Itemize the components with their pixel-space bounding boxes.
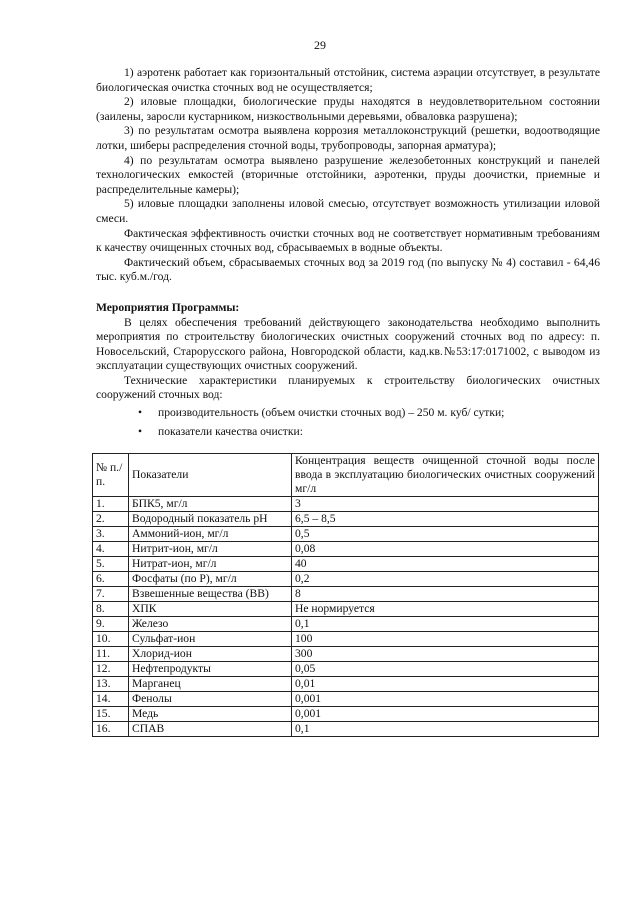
row-number: 7.	[93, 587, 129, 602]
row-value: 0,01	[292, 677, 599, 692]
row-indicator: ХПК	[129, 602, 292, 617]
bullet-item-capacity: • производительность (объем очистки сточных вод) – 250 м. куб/ сутки;	[158, 405, 600, 420]
table-row	[93, 647, 599, 662]
row-value: 0,001	[292, 707, 599, 722]
row-indicator: Марганец	[129, 677, 292, 692]
row-number: 8.	[93, 602, 129, 617]
row-number: 15.	[93, 707, 129, 722]
table-row	[93, 722, 599, 737]
paragraph-item-4: 4) по результатам осмотра выявлено разрушение железобетонных конструкций и панелей технологических емкостей (вторичные отстойники, аэротенки, пруды доочистки, приемные и распределительные камеры);	[96, 153, 600, 196]
row-value: 0,1	[292, 722, 599, 737]
row-value: 0,1	[292, 617, 599, 632]
row-value: 0,001	[292, 692, 599, 707]
row-value: 300	[292, 647, 599, 662]
header-concentration: Концентрация веществ очищенной сточной воды после ввода в эксплуатацию биологических очистных сооружений мг/л	[292, 454, 599, 497]
quality-table	[92, 453, 599, 737]
row-value: 0,08	[292, 542, 599, 557]
row-number: 6.	[93, 572, 129, 587]
row-number: 1.	[93, 497, 129, 512]
row-indicator: Нитрат-ион, мг/л	[129, 557, 292, 572]
row-indicator: БПК5, мг/л	[129, 497, 292, 512]
row-indicator: СПАВ	[129, 722, 292, 737]
paragraph-efficiency: Фактическая эффективность очистки сточных вод не соответствует нормативным требованиям к качеству очищенных сточных вод, сбрасываемых в водные объекты.	[96, 226, 600, 255]
section-heading: Мероприятия Программы:	[96, 300, 240, 314]
table-body	[93, 497, 599, 737]
row-value: 0,5	[292, 527, 599, 542]
row-number: 2.	[93, 512, 129, 527]
table-row	[93, 692, 599, 707]
table-row	[93, 512, 599, 527]
table-row	[93, 602, 599, 617]
row-number: 11.	[93, 647, 129, 662]
table-row	[93, 707, 599, 722]
row-indicator: Взвешенные вещества (ВВ)	[129, 587, 292, 602]
row-indicator: Водородный показатель рН	[129, 512, 292, 527]
table-row	[93, 572, 599, 587]
paragraph-program: В целях обеспечения требований действующего законодательства необходимо выполнить мероприятия по строительству биологических очистных сооружений сточных вод по адресу: п. Новосельский, Старорусского района, Новгородской области, кад.кв.№53:17:0171002, с выводом из эксплуатации существующих очистных сооружений.	[96, 315, 600, 373]
bullet-list	[96, 405, 600, 439]
row-value: 6,5 – 8,5	[292, 512, 599, 527]
row-indicator: Аммоний-ион, мг/л	[129, 527, 292, 542]
bullet-item-quality: • показатели качества очистки:	[158, 424, 600, 439]
row-value: 8	[292, 587, 599, 602]
table-row	[93, 617, 599, 632]
table-row	[93, 587, 599, 602]
row-indicator: Хлорид-ион	[129, 647, 292, 662]
row-value: 0,2	[292, 572, 599, 587]
table-row	[93, 662, 599, 677]
table-row	[93, 677, 599, 692]
paragraph-item-5: 5) иловые площадки заполнены иловой смесью, отсутствует возможность утилизации иловой смеси.	[96, 197, 600, 225]
row-value: 40	[292, 557, 599, 572]
page-number: 29	[314, 38, 326, 52]
table-row	[93, 632, 599, 647]
row-number: 9.	[93, 617, 129, 632]
row-indicator: Нитрит-ион, мг/л	[129, 542, 292, 557]
row-indicator: Медь	[129, 707, 292, 722]
row-indicator: Фенолы	[129, 692, 292, 707]
header-indicator: Показатели	[129, 454, 292, 497]
table-row	[93, 497, 599, 512]
paragraph-volume: Фактический объем, сбрасываемых сточных вод за 2019 год (по выпуску № 4) составил - 64,46 тыс. куб.м./год.	[96, 255, 600, 284]
header-number: № п./п.	[93, 454, 129, 497]
row-indicator: Железо	[129, 617, 292, 632]
table-row	[93, 527, 599, 542]
row-value: 3	[292, 497, 599, 512]
paragraph-item-3: 3) по результатам осмотра выявлена коррозия металлоконструкций (решетки, водоотводящие лотки, шиберы распределения сточной воды, трубопроводы, запорная арматура);	[96, 124, 600, 152]
row-value: 0,05	[292, 662, 599, 677]
row-number: 4.	[93, 542, 129, 557]
table-row	[93, 542, 599, 557]
document-body	[96, 66, 600, 737]
row-number: 12.	[93, 662, 129, 677]
table-row	[93, 557, 599, 572]
row-indicator: Сульфат-ион	[129, 632, 292, 647]
row-number: 16.	[93, 722, 129, 737]
row-number: 14.	[93, 692, 129, 707]
row-value: 100	[292, 632, 599, 647]
paragraph-characteristics: Технические характеристики планируемых к строительству биологических очистных сооружений сточных вод:	[96, 373, 600, 402]
row-number: 10.	[93, 632, 129, 647]
row-number: 3.	[93, 527, 129, 542]
row-number: 5.	[93, 557, 129, 572]
row-indicator: Фосфаты (по Р), мг/л	[129, 572, 292, 587]
table-header-row	[93, 454, 599, 497]
paragraph-item-2: 2) иловые площадки, биологические пруды находятся в неудовлетворительном состоянии (заилены, заросли кустарником, низкоствольными деревьями, обваловка разрушена);	[96, 95, 600, 123]
row-indicator: Нефтепродукты	[129, 662, 292, 677]
paragraph-item-1: 1) аэротенк работает как горизонтальный отстойник, система аэрации отсутствует, в результате биологическая очистка сточных вод не осуществляется;	[96, 66, 600, 94]
row-number: 13.	[93, 677, 129, 692]
row-value: Не нормируется	[292, 602, 599, 617]
